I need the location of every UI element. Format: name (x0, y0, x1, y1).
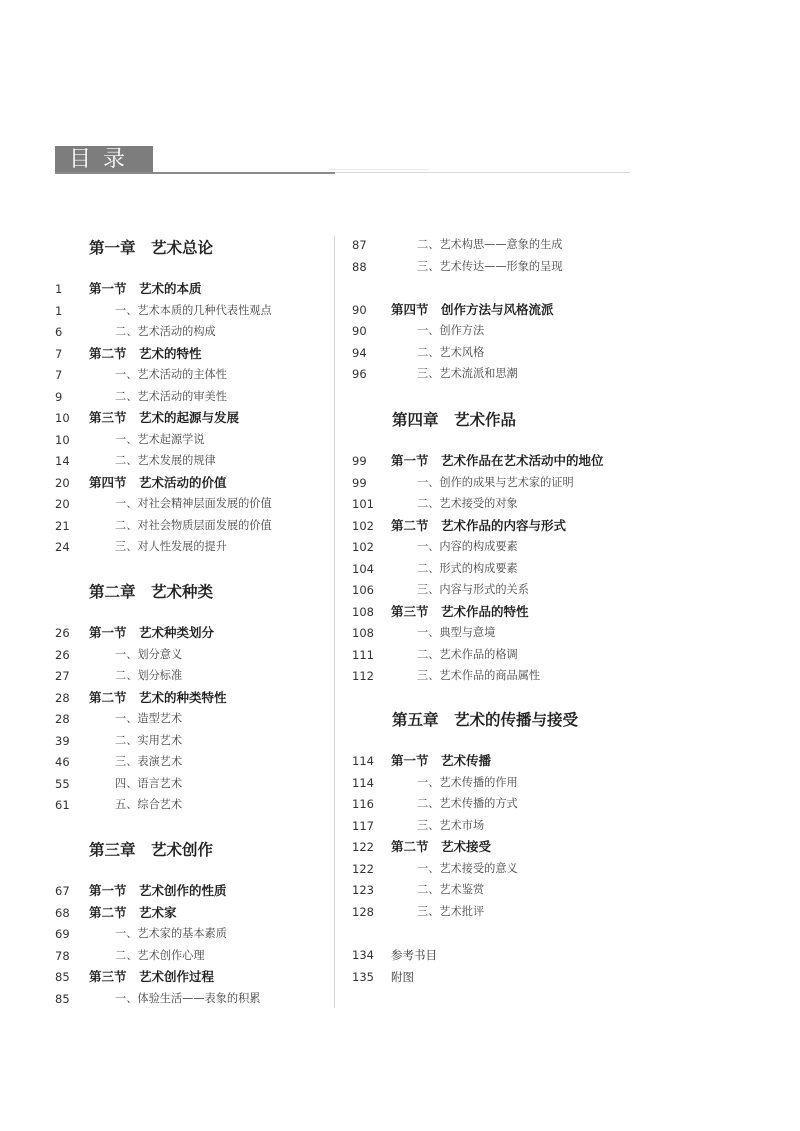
toc-subsection-entry[interactable] (335, 773, 665, 793)
toc-subsection-entry[interactable] (335, 343, 665, 363)
toc-page-number: 10 (55, 411, 70, 425)
toc-subsection-entry[interactable] (0, 387, 330, 407)
toc-subsection-entry[interactable] (335, 666, 665, 686)
toc-page-number: 88 (352, 259, 367, 274)
toc-section-entry[interactable] (0, 473, 330, 493)
toc-subsection-entry[interactable] (0, 752, 330, 772)
toc-entry-title: 第三节 艺术作品的特性 (391, 603, 529, 619)
toc-entry-title: 第一节 艺术作品在艺术活动中的地位 (391, 453, 604, 468)
toc-appendix-entry[interactable] (335, 967, 665, 987)
toc-entry-title: 参考书目 (391, 948, 437, 962)
toc-subsection-entry[interactable] (0, 731, 330, 751)
toc-section-entry[interactable] (0, 344, 330, 364)
toc-entry-title: 四、语言艺术 (115, 776, 183, 790)
toc-entry-title: 三、对人性发展的提升 (115, 540, 227, 553)
toc-page-number: 104 (352, 561, 374, 576)
toc-entry-title: 第二节 艺术作品的内容与形式 (391, 517, 567, 533)
toc-section-entry[interactable] (0, 279, 330, 299)
toc-chapter-heading[interactable]: 第二章 艺术种类 (89, 582, 214, 601)
toc-page-number: 69 (55, 927, 70, 941)
toc-page-number: 1 (55, 303, 63, 318)
toc-page-number: 1 (55, 282, 63, 296)
toc-subsection-entry[interactable] (335, 794, 665, 814)
toc-entry-title: 三、艺术市场 (417, 818, 485, 832)
toc-page-number: 28 (55, 690, 70, 705)
toc-entry-title: 一、艺术接受的意义 (417, 861, 518, 875)
toc-page-number: 20 (55, 497, 70, 511)
toc-chapter-heading[interactable]: 第四章 艺术作品 (392, 410, 517, 429)
toc-page-number: 122 (352, 861, 374, 876)
toc-subsection-entry[interactable] (0, 322, 330, 342)
toc-subsection-entry[interactable] (0, 666, 330, 686)
toc-entry-title: 二、实用艺术 (115, 733, 183, 747)
toc-subsection-entry[interactable] (335, 902, 665, 922)
toc-entry-title: 第二节 艺术的特性 (89, 345, 202, 361)
toc-entry-title: 第一节 艺术传播 (391, 753, 492, 768)
toc-entry-title: 一、艺术起源学说 (115, 432, 205, 446)
toc-subsection-entry[interactable] (0, 795, 330, 815)
toc-page-number: 9 (55, 389, 63, 404)
toc-page-number: 7 (55, 346, 63, 361)
toc-page-number: 26 (55, 626, 70, 640)
toc-entry-title: 第四节 创作方法与风格流派 (391, 301, 554, 317)
toc-page-number: 21 (55, 518, 70, 533)
toc-page-number: 134 (352, 948, 374, 962)
title-faint-rule (330, 169, 430, 170)
toc-entry-title: 二、形式的构成要素 (417, 561, 518, 575)
toc-entry-title: 二、艺术作品的格调 (417, 647, 518, 661)
toc-entry-title: 一、划分意义 (115, 647, 183, 661)
toc-entry-title: 二、艺术鉴赏 (417, 883, 485, 896)
toc-subsection-entry[interactable] (0, 365, 330, 385)
toc-subsection-entry[interactable] (335, 559, 665, 579)
toc-entry-title: 三、艺术作品的商品属性 (417, 669, 541, 682)
toc-page-number: 6 (55, 325, 63, 339)
toc-subsection-entry[interactable] (0, 946, 330, 966)
toc-section-entry[interactable] (335, 516, 665, 536)
toc-subsection-entry[interactable] (335, 580, 665, 600)
toc-entry-title: 附图 (391, 969, 414, 984)
toc-subsection-entry[interactable] (0, 645, 330, 665)
toc-chapter-heading[interactable]: 第五章 艺术的传播与接受 (392, 710, 579, 729)
toc-entry-title: 二、艺术构思——意象的生成 (417, 238, 563, 251)
toc-page-number: 94 (352, 345, 367, 360)
toc-subsection-entry[interactable] (335, 235, 665, 255)
toc-page-number: 135 (352, 969, 374, 984)
toc-entry-title: 第四节 艺术活动的价值 (89, 474, 227, 490)
toc-entry-title: 五、综合艺术 (115, 798, 183, 811)
toc-page-number: 90 (352, 302, 367, 317)
toc-page-number: 46 (55, 755, 70, 769)
toc-section-entry[interactable] (0, 623, 330, 643)
toc-entry-title: 第一节 艺术创作的性质 (89, 883, 227, 898)
toc-entry-title: 二、艺术风格 (417, 345, 485, 359)
toc-page-number: 68 (55, 905, 70, 920)
toc-page-number: 122 (352, 840, 374, 854)
toc-entry-title: 二、艺术接受的对象 (417, 497, 518, 510)
toc-subsection-entry[interactable] (335, 364, 665, 384)
toc-page-number: 27 (55, 669, 70, 683)
toc-entry-title: 二、艺术传播的方式 (417, 797, 518, 810)
toc-entry-title: 第三节 艺术的起源与发展 (89, 410, 240, 425)
toc-entry-title: 三、艺术批评 (417, 904, 485, 918)
toc-subsection-entry[interactable] (0, 924, 330, 944)
toc-page-number: 7 (55, 368, 63, 382)
toc-subsection-entry[interactable] (335, 880, 665, 900)
toc-entry-title: 第一节 艺术种类划分 (89, 625, 215, 640)
toc-entry-title: 二、艺术活动的构成 (115, 325, 216, 338)
toc-subsection-entry[interactable] (0, 537, 330, 557)
toc-section-entry[interactable] (335, 300, 665, 320)
toc-page-number: 108 (352, 604, 374, 619)
toc-page-number: 112 (352, 669, 374, 683)
toc-subsection-entry[interactable] (0, 494, 330, 514)
toc-page-number: 85 (55, 991, 70, 1006)
toc-entry-title: 一、创作方法 (417, 324, 485, 337)
toc-page-number: 128 (352, 904, 374, 919)
toc-subsection-entry[interactable] (0, 516, 330, 536)
toc-entry-title: 三、艺术传达——形象的呈现 (417, 259, 563, 273)
toc-entry-title: 一、艺术传播的作用 (417, 775, 518, 789)
toc-subsection-entry[interactable] (0, 301, 330, 321)
toc-entry-title: 二、艺术创作心理 (115, 948, 205, 962)
toc-entry-title: 二、艺术活动的审美性 (115, 389, 227, 403)
toc-entry-title: 一、对社会精神层面发展的价值 (115, 497, 272, 510)
toc-page-number: 99 (352, 454, 367, 468)
toc-page-number: 96 (352, 367, 367, 381)
toc-entry-title: 第二节 艺术接受 (391, 839, 492, 854)
toc-subsection-entry[interactable] (335, 859, 665, 879)
toc-page-number: 108 (352, 626, 374, 640)
toc-subsection-entry[interactable] (335, 816, 665, 836)
toc-page-number: 101 (352, 497, 374, 511)
toc-entry-title: 一、典型与意境 (417, 626, 496, 639)
toc-page-number: 61 (55, 798, 70, 812)
toc-page-number: 114 (352, 754, 374, 768)
toc-entry-title: 一、艺术家的基本素质 (115, 927, 227, 940)
toc-section-entry[interactable] (0, 408, 330, 428)
toc-section-entry[interactable] (0, 688, 330, 708)
toc-subsection-entry[interactable] (335, 645, 665, 665)
toc-page-number: 117 (352, 818, 374, 833)
toc-page-number: 123 (352, 883, 374, 897)
toc-section-entry[interactable] (335, 751, 665, 771)
toc-page-number: 14 (55, 454, 70, 468)
toc-subsection-entry[interactable] (335, 623, 665, 643)
toc-section-entry[interactable] (0, 881, 330, 901)
toc-subsection-entry[interactable] (0, 430, 330, 450)
title-underline-extension (335, 172, 630, 173)
toc-entry-title: 第三节 艺术创作过程 (89, 969, 215, 984)
toc-entry-title: 一、体验生活——表象的积累 (115, 991, 261, 1005)
toc-entry-title: 第一节 艺术的本质 (89, 281, 202, 296)
toc-entry-title: 三、艺术流派和思潮 (417, 367, 518, 380)
toc-subsection-entry[interactable] (0, 774, 330, 794)
toc-page-number: 116 (352, 797, 374, 811)
toc-appendix-entry[interactable] (335, 945, 665, 965)
toc-page-number: 67 (55, 884, 70, 898)
toc-page-number: 85 (55, 970, 70, 984)
toc-page-number: 87 (352, 238, 367, 252)
title-underline (55, 172, 335, 174)
toc-chapter-heading[interactable]: 第一章 艺术总论 (89, 238, 214, 257)
toc-section-entry[interactable] (0, 967, 330, 987)
toc-entry-title: 三、内容与形式的关系 (417, 583, 529, 596)
toc-page-number: 55 (55, 776, 70, 791)
toc-entry-title: 三、表演艺术 (115, 755, 183, 768)
toc-subsection-entry[interactable] (335, 473, 665, 493)
toc-page-number: 78 (55, 948, 70, 963)
toc-subsection-entry[interactable] (0, 709, 330, 729)
toc-chapter-heading[interactable]: 第三章 艺术创作 (89, 840, 214, 859)
toc-entry-title: 一、创作的成果与艺术家的证明 (417, 475, 574, 489)
toc-section-entry[interactable] (335, 602, 665, 622)
toc-entry-title: 第二节 艺术家 (89, 904, 177, 920)
toc-entry-title: 一、造型艺术 (115, 712, 183, 725)
toc-section-entry[interactable] (0, 903, 330, 923)
toc-entry-title: 二、划分标准 (115, 669, 183, 682)
toc-page-number: 20 (55, 475, 70, 490)
toc-page-number: 111 (352, 647, 374, 662)
toc-page-number: 10 (55, 432, 70, 447)
toc-page-number: 99 (352, 475, 367, 490)
toc-page-number: 114 (352, 775, 374, 790)
toc-entry-title: 第二节 艺术的种类特性 (89, 689, 227, 705)
toc-entry-title: 二、艺术发展的规律 (115, 454, 216, 467)
toc-section-entry[interactable] (335, 451, 665, 471)
toc-page-number: 102 (352, 518, 374, 533)
toc-page-number: 90 (352, 324, 367, 338)
toc-entry-title: 一、艺术本质的几种代表性观点 (115, 303, 272, 317)
toc-entry-title: 二、对社会物质层面发展的价值 (115, 518, 272, 532)
page-title: 目录 (55, 146, 153, 173)
toc-page-number: 39 (55, 733, 70, 748)
toc-subsection-entry[interactable] (335, 257, 665, 277)
toc-subsection-entry[interactable] (0, 451, 330, 471)
toc-subsection-entry[interactable] (335, 494, 665, 514)
toc-subsection-entry[interactable] (335, 537, 665, 557)
toc-subsection-entry[interactable] (335, 321, 665, 341)
toc-entry-title: 一、内容的构成要素 (417, 540, 518, 553)
toc-entry-title: 一、艺术活动的主体性 (115, 368, 227, 381)
toc-subsection-entry[interactable] (0, 989, 330, 1009)
toc-page-number: 26 (55, 647, 70, 662)
toc-page-number: 102 (352, 540, 374, 554)
toc-section-entry[interactable] (335, 837, 665, 857)
toc-page-number: 28 (55, 712, 70, 726)
toc-page-number: 24 (55, 540, 70, 554)
toc-page-number: 106 (352, 583, 374, 597)
